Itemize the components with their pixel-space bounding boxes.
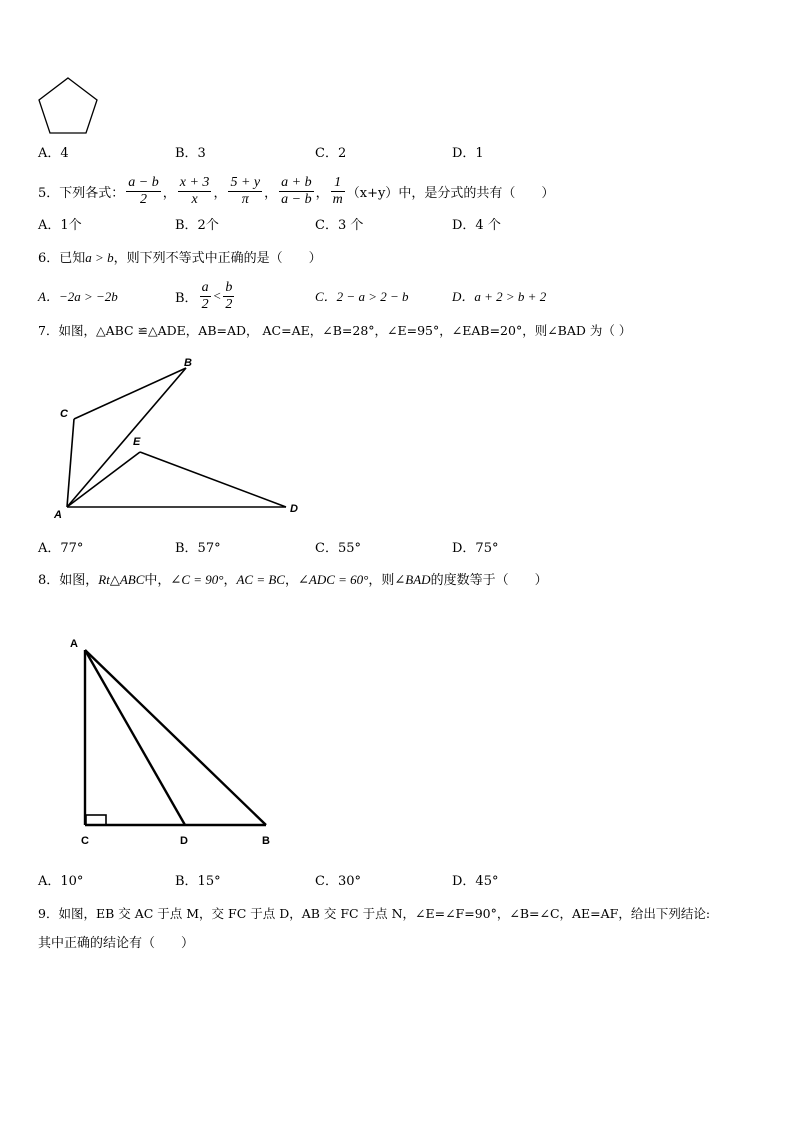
q8-cond2: ∠C = 90° <box>170 572 224 587</box>
q7-option-d: D．75° <box>452 541 499 556</box>
q8-cond3: AC = BC <box>236 572 285 587</box>
q7-segment-ab <box>67 368 186 507</box>
q6-option-b-frac1: $\frac{a}{2}$ <box>201 279 209 312</box>
q6-option-b <box>175 278 236 314</box>
q8-option-b: B．15° <box>175 874 221 889</box>
q8-target: ∠BAD <box>394 572 431 587</box>
q6-options <box>38 276 598 316</box>
q9-line1: 9．如图，EB 交 AC 于点 M，交 FC 于点 D，AB 交 FC 于点 N，∠E=∠F=90°，∠B=∠C，AE=AF，给出下列结论: <box>38 906 711 921</box>
q4-option-d: D．1 <box>452 146 484 161</box>
q5-fraction-3: $\frac{5 + y}{\pi}$ <box>230 174 261 207</box>
q5-stem <box>38 170 554 212</box>
q8-mid2: ，则 <box>368 573 395 588</box>
q6-number: 6． <box>38 251 60 266</box>
q8-figure <box>62 630 292 855</box>
q5-option-c: C．3 个 <box>315 218 364 233</box>
q5-prefix: 下列各式： <box>59 185 125 201</box>
q4-option-c: C．2 <box>315 146 347 161</box>
q6-condition: a > b <box>85 250 114 265</box>
q7-segment-cb <box>74 368 186 419</box>
q8-prefix: 如图， <box>59 573 99 588</box>
q8-label-b: B <box>262 835 270 847</box>
q7-label-d: D <box>290 503 298 515</box>
q6-option-b-label: B． <box>175 290 198 306</box>
q8-sep2: ， <box>284 573 298 588</box>
q7-segment-ae <box>67 452 140 507</box>
pentagon-figure <box>36 76 100 136</box>
q5-suffix: 中，是分式的共有（ ） <box>398 185 555 201</box>
q8-option-d: D．45° <box>452 874 499 889</box>
pentagon-shape <box>39 78 97 133</box>
q5-sep: ， <box>213 185 227 201</box>
q6-option-c: C．2 − a > 2 − b <box>315 289 409 304</box>
q8-segment-ad <box>85 650 185 825</box>
q7-figure <box>48 352 318 524</box>
q9-line2: 其中正确的结论有（ ） <box>38 936 195 951</box>
q6-option-b-op: < <box>212 288 222 303</box>
q4-option-b: B．3 <box>175 146 206 161</box>
q6-option-a: A．−2a > −2b <box>38 289 118 304</box>
q5-sep: ， <box>162 185 176 201</box>
q5-sep: ， <box>315 185 329 201</box>
q7-option-b: B．57° <box>175 541 221 556</box>
q8-label-d: D <box>180 835 188 847</box>
q7-label-c: C <box>60 408 68 420</box>
q5-suffix-expr: （x+y） <box>346 185 399 201</box>
q5-option-b: B．2个 <box>175 218 219 233</box>
q8-cond4: ∠ADC = 60° <box>298 572 369 587</box>
q7-option-a: A．77° <box>38 541 84 556</box>
q8-option-c: C．30° <box>315 874 361 889</box>
q8-suffix: 的度数等于（ ） <box>430 573 548 588</box>
q7-stem: 7．如图，△ABC ≌△ADE，AB=AD， AC=AE，∠B=28°，∠E=95°，∠EAB=20°，则∠BAD 为（ ） <box>38 323 632 338</box>
q7-segment-ed <box>140 452 286 507</box>
q8-right-angle-mark <box>86 815 106 825</box>
q7-option-c: C．55° <box>315 541 361 556</box>
q4-option-a: A．4 <box>38 146 69 161</box>
q7-label-b: B <box>184 357 192 369</box>
q5-fraction-5: $\frac{1}{m}$ <box>332 174 343 207</box>
q6-option-b-frac2: $\frac{b}{2}$ <box>225 279 233 312</box>
q5-fraction-4: $\frac{a + b}{a - b}$ <box>281 174 312 207</box>
q6-option-d: D．a + 2 > b + 2 <box>452 289 547 304</box>
q8-cond1: Rt△ABC <box>98 572 145 587</box>
q8-option-a: A．10° <box>38 874 84 889</box>
q5-fraction-2: $\frac{x + 3}{x}$ <box>179 174 210 207</box>
q8-label-c: C <box>81 835 89 847</box>
q5-number: 5． <box>38 185 60 201</box>
q7-label-a: A <box>54 509 62 521</box>
q8-segment-ab <box>85 650 266 825</box>
q8-mid1: 中， <box>144 573 171 588</box>
q8-label-a: A <box>70 638 78 650</box>
q6-suffix: ，则下列不等式中正确的是（ ） <box>113 251 322 266</box>
q7-segment-ca <box>67 419 74 507</box>
q7-label-e: E <box>133 436 141 448</box>
q5-sep: ， <box>264 185 278 201</box>
q8-number: 8． <box>38 573 60 588</box>
q6-stem <box>38 248 322 268</box>
q8-sep1: ， <box>223 573 237 588</box>
q6-prefix: 已知 <box>59 251 86 266</box>
q5-option-d: D．4 个 <box>452 218 501 233</box>
q5-option-a: A．1个 <box>38 218 82 233</box>
q5-fraction-1: $\frac{a - b}{2}$ <box>128 174 159 207</box>
q8-stem <box>38 570 548 590</box>
